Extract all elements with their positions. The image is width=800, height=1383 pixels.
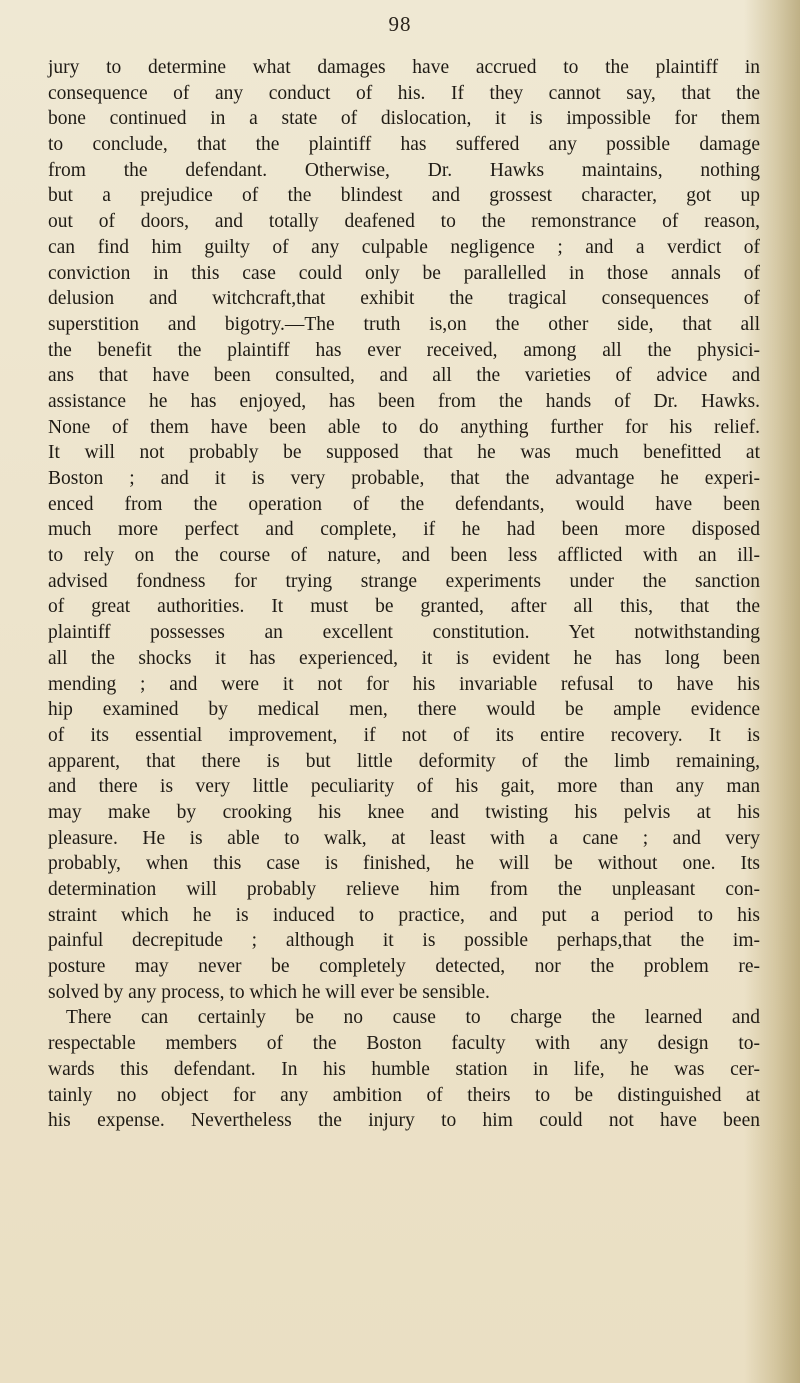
text-line: from the defendant. Otherwise, Dr. Hawks maintains, nothing bbox=[48, 159, 760, 181]
body-text bbox=[48, 55, 760, 1134]
text-line: can find him guilty of any culpable negligence ; and a verdict of bbox=[48, 236, 760, 258]
text-line: conviction in this case could only be parallelled in those annals of bbox=[48, 262, 760, 284]
text-line: ans that have been consulted, and all the varieties of advice and bbox=[48, 365, 760, 387]
text-line: respectable members of the Boston faculty with any design to- bbox=[48, 1033, 760, 1055]
text-line: apparent, that there is but little deformity of the limb remaining, bbox=[48, 750, 760, 772]
text-line: superstition and bigotry.—The truth is,on the other side, that all bbox=[48, 313, 760, 335]
text-line: to rely on the course of nature, and been less afflicted with an ill- bbox=[48, 545, 760, 567]
text-line: to conclude, that the plaintiff has suffered any possible damage bbox=[48, 134, 760, 156]
text-line: of its essential improvement, if not of its entire recovery. It is bbox=[48, 724, 760, 746]
text-line: the benefit the plaintiff has ever received, among all the physici- bbox=[48, 339, 760, 361]
text-line: It will not probably be supposed that he was much benefitted at bbox=[48, 442, 760, 464]
text-line: advised fondness for trying strange experiments under the sanction bbox=[48, 570, 760, 592]
text-line: but a prejudice of the blindest and grossest character, got up bbox=[48, 185, 760, 207]
text-line: mending ; and were it not for his invariable refusal to have his bbox=[48, 673, 760, 695]
page-number: 98 bbox=[388, 12, 412, 36]
text-line: posture may never be completely detected, nor the problem re- bbox=[48, 956, 760, 978]
text-line: and there is very little peculiarity of his gait, more than any man bbox=[48, 776, 760, 798]
text-line: tainly no object for any ambition of theirs to be distinguished at bbox=[48, 1084, 760, 1106]
text-line: Boston ; and it is very probable, that the advantage he experi- bbox=[48, 468, 760, 489]
text-line: his expense. Nevertheless the injury to him could not have been bbox=[48, 1110, 760, 1132]
text-line: all the shocks it has experienced, it is evident he has long been bbox=[48, 647, 760, 669]
text-line: delusion and witchcraft,that exhibit the tragical consequences of bbox=[48, 288, 760, 310]
text-line: consequence of any conduct of his. If they cannot say, that the bbox=[48, 82, 760, 104]
text-line: assistance he has enjoyed, has been from the hands of Dr. Hawks. bbox=[48, 390, 760, 412]
text-line: out of doors, and totally deafened to the remonstrance of reason, bbox=[48, 211, 760, 233]
text-line: None of them have been able to do anything further for his relief. bbox=[48, 416, 760, 438]
text-line: bone continued in a state of dislocation, it is impossible for them bbox=[48, 108, 760, 130]
text-line: may make by crooking his knee and twisting his pelvis at his bbox=[48, 801, 760, 823]
text-line: determination will probably relieve him from the unpleasant con- bbox=[48, 879, 760, 900]
text-line: painful decrepitude ; although it is possible perhaps,that the im- bbox=[48, 930, 760, 952]
text-line: wards this defendant. In his humble station in life, he was cer- bbox=[48, 1058, 760, 1080]
text-line: straint which he is induced to practice, and put a period to his bbox=[48, 904, 760, 926]
text-line: much more perfect and complete, if he had been more disposed bbox=[48, 519, 760, 541]
text-line: plaintiff possesses an excellent constitution. Yet notwithstanding bbox=[48, 622, 760, 644]
text-line: of great authorities. It must be granted, after all this, that the bbox=[48, 596, 760, 618]
text-line: enced from the operation of the defendants, would have been bbox=[48, 493, 760, 515]
text-line: hip examined by medical men, there would be ample evidence bbox=[48, 699, 760, 721]
text-line: probably, when this case is finished, he will be without one. Its bbox=[48, 853, 760, 875]
text-line: solved by any process, to which he will ever be sensible. bbox=[48, 981, 490, 1003]
text-line: pleasure. He is able to walk, at least with a cane ; and very bbox=[48, 827, 760, 849]
text-line: jury to determine what damages have accrued to the plaintiff in bbox=[48, 57, 760, 78]
text-line: There can certainly be no cause to charge the learned and bbox=[66, 1007, 760, 1029]
